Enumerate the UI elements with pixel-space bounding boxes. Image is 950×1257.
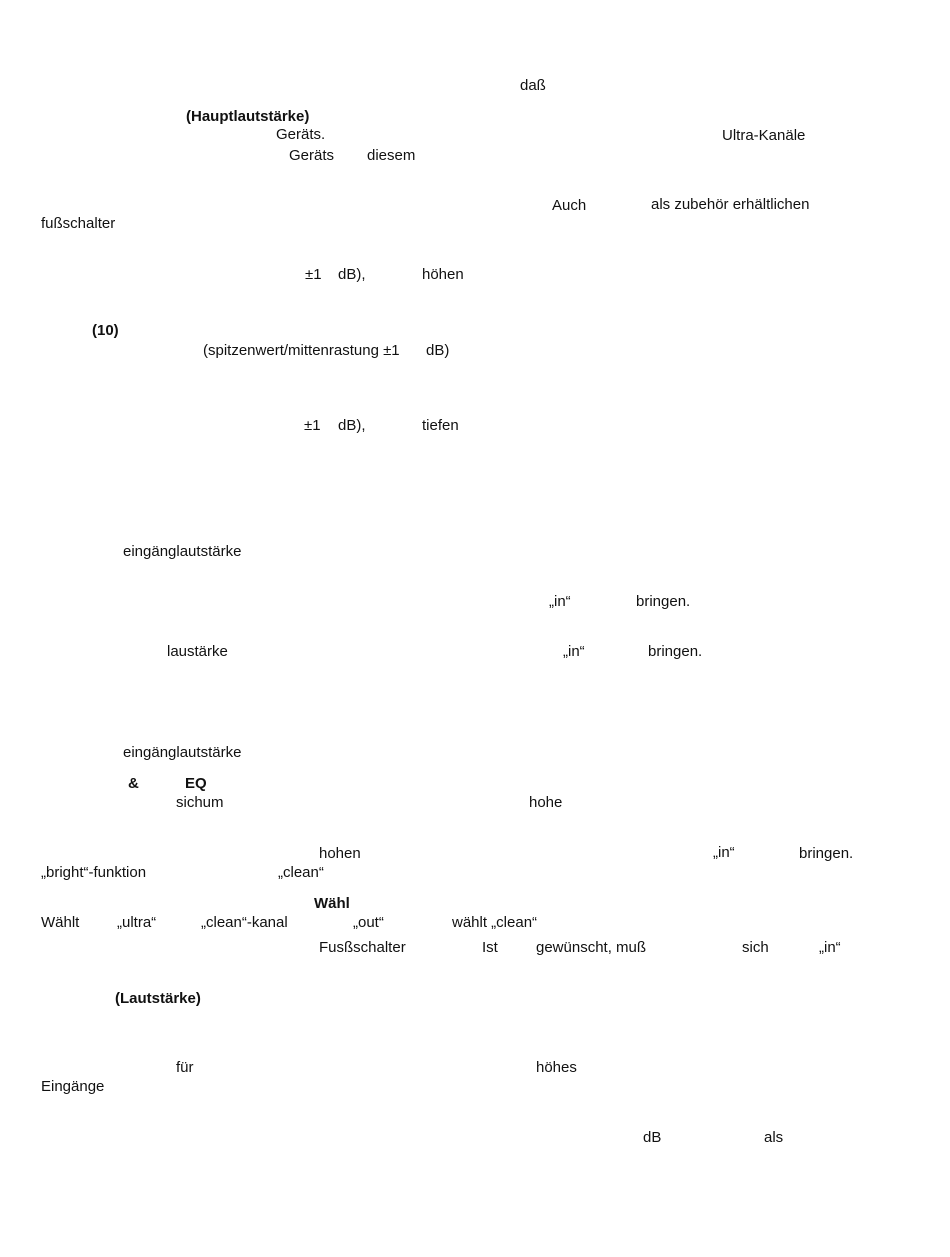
word: „bright“-funktion [41, 864, 147, 881]
word: wählt „clean“ [452, 914, 538, 931]
word: Wählt [41, 914, 80, 931]
heading-word: EQ [185, 775, 207, 792]
heading-word: (Lautstärke) [115, 990, 201, 1007]
word: hohen [319, 845, 361, 862]
word: ±1 [305, 266, 322, 283]
word: „in“ [713, 844, 735, 861]
word: laustärke [167, 643, 228, 660]
word: dB) [426, 342, 450, 359]
word: „in“ [549, 593, 571, 610]
word: als zubehör erhältlichen [651, 196, 810, 213]
word: Geräts [289, 147, 335, 164]
word: eingänglautstärke [123, 744, 242, 761]
word: Ist [482, 939, 498, 956]
heading-word: Wähl [314, 895, 350, 912]
word: Fusßschalter [319, 939, 406, 956]
word: als [764, 1129, 784, 1146]
heading-word: & [128, 775, 139, 792]
word: sichum [176, 794, 224, 811]
word: diesem [367, 147, 416, 164]
word: dB [643, 1129, 662, 1146]
word: bringen. [636, 593, 691, 610]
word: „in“ [563, 643, 585, 660]
word: dB), [338, 266, 366, 283]
word: Eingänge [41, 1078, 105, 1095]
word: höhen [422, 266, 464, 283]
word: „ultra“ [117, 914, 157, 931]
word: höhes [536, 1059, 577, 1076]
heading-word: (Hauptlautstärke) [186, 108, 310, 125]
word: Auch [552, 197, 587, 214]
word: (spitzenwert/mittenrastung ±1 [203, 342, 400, 359]
word: tiefen [422, 417, 459, 434]
word: ±1 [304, 417, 321, 434]
word: daß [520, 77, 546, 94]
word: „out“ [353, 914, 384, 931]
word: bringen. [648, 643, 703, 660]
word: für [176, 1059, 194, 1076]
word: eingänglautstärke [123, 543, 242, 560]
word: „clean“ [278, 864, 324, 881]
word: Geräts. [276, 126, 326, 143]
word: „in“ [819, 939, 841, 956]
heading-word: (10) [92, 322, 119, 339]
word: hohe [529, 794, 563, 811]
word: dB), [338, 417, 366, 434]
word: gewünscht, muß [536, 939, 647, 956]
word: bringen. [799, 845, 854, 862]
word: fußschalter [41, 215, 116, 232]
word: Ultra-Kanäle [722, 127, 806, 144]
word: sich [742, 939, 769, 956]
word: „clean“-kanal [201, 914, 288, 931]
